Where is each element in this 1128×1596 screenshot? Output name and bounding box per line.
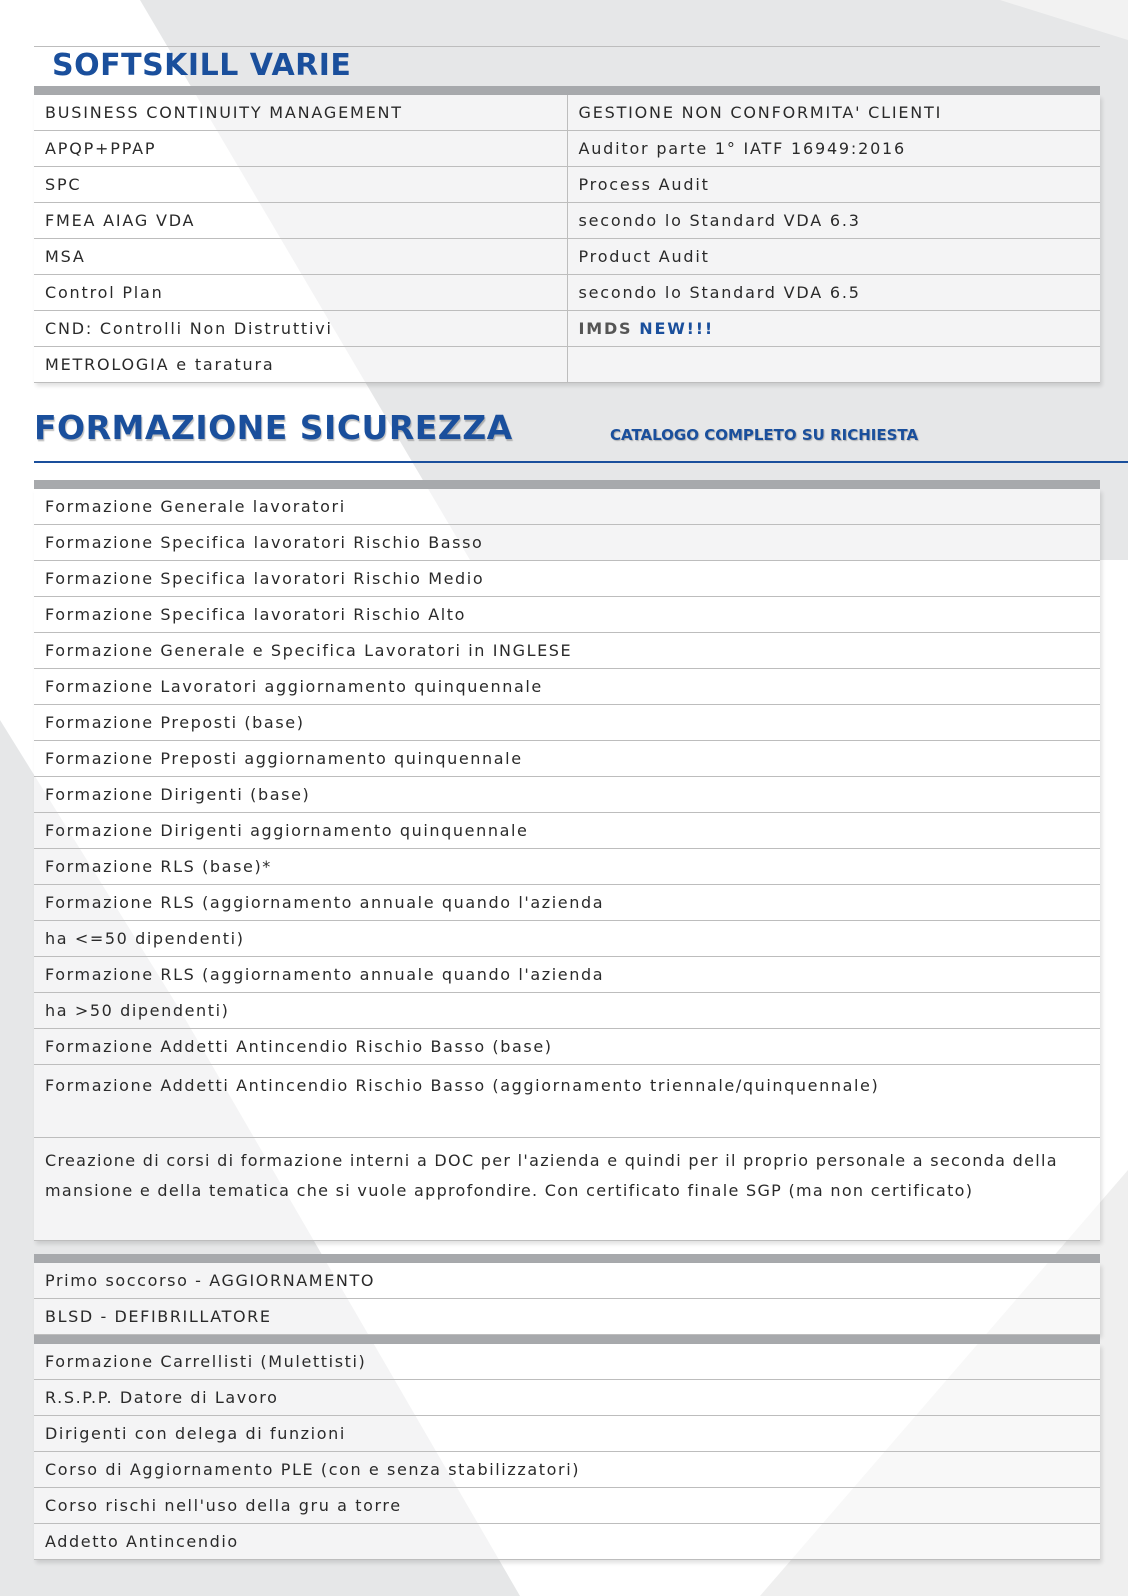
- softskill-cell: Auditor parte 1° IATF 16949:2016: [567, 131, 1100, 167]
- table-row: [34, 167, 1100, 203]
- softskill-empty-cell: [567, 347, 1100, 383]
- list-item: Formazione Specifica lavoratori Rischio Basso: [34, 525, 1100, 561]
- softskill-cell: GESTIONE NON CONFORMITA' CLIENTI: [567, 95, 1100, 131]
- imds-cell: [567, 311, 1100, 347]
- table-row: [34, 275, 1100, 311]
- list-item: ha >50 dipendenti): [34, 993, 1100, 1029]
- sicurezza-title: FORMAZIONE SICUREZZA: [34, 408, 513, 447]
- softskill-cell: METROLOGIA e taratura: [34, 347, 567, 383]
- list-item: Formazione Generale lavoratori: [34, 489, 1100, 525]
- list-item: Formazione Specifica lavoratori Rischio Alto: [34, 597, 1100, 633]
- table-row: [34, 311, 1100, 347]
- section-top-rule: [34, 46, 1100, 47]
- list-item: Formazione Addetti Antincendio Rischio Basso (aggiornamento triennale/quinquennale): [34, 1065, 1100, 1138]
- softskill-cell: Process Audit: [567, 167, 1100, 203]
- imds-label: IMDS: [578, 319, 633, 338]
- list-item: Corso rischi nell'uso della gru a torre: [34, 1488, 1100, 1524]
- sicurezza-list-group-1: [34, 489, 1100, 1241]
- list-item: Formazione Addetti Antincendio Rischio Basso (base): [34, 1029, 1100, 1065]
- list-item: ha <=50 dipendenti): [34, 921, 1100, 957]
- list-item: Primo soccorso - AGGIORNAMENTO: [34, 1263, 1100, 1299]
- softskill-cell: APQP+PPAP: [34, 131, 567, 167]
- group-separator-bar: [34, 480, 1100, 489]
- table-row: [34, 95, 1100, 131]
- softskill-table: [34, 95, 1100, 383]
- list-item: R.S.P.P. Datore di Lavoro: [34, 1380, 1100, 1416]
- softskill-cell: secondo lo Standard VDA 6.5: [567, 275, 1100, 311]
- softskill-title: SOFTSKILL VARIE: [52, 48, 352, 83]
- table-row: [34, 203, 1100, 239]
- list-item: Formazione Preposti aggiornamento quinquennale: [34, 741, 1100, 777]
- list-item: Formazione Generale e Specifica Lavoratori in INGLESE: [34, 633, 1100, 669]
- table-row: [34, 347, 1100, 383]
- list-item: Formazione Dirigenti aggiornamento quinquennale: [34, 813, 1100, 849]
- softskill-cell: CND: Controlli Non Distruttivi: [34, 311, 567, 347]
- list-item: Formazione Carrellisti (Mulettisti): [34, 1344, 1100, 1380]
- sicurezza-list-group-3: [34, 1344, 1100, 1560]
- table-row: [34, 239, 1100, 275]
- softskill-cell: SPC: [34, 167, 567, 203]
- list-item: Formazione Preposti (base): [34, 705, 1100, 741]
- list-item: Corso di Aggiornamento PLE (con e senza stabilizzatori): [34, 1452, 1100, 1488]
- list-item: Formazione RLS (base)*: [34, 849, 1100, 885]
- list-item: Formazione Specifica lavoratori Rischio Medio: [34, 561, 1100, 597]
- softskill-cell: secondo lo Standard VDA 6.3: [567, 203, 1100, 239]
- group-separator-bar: [34, 1335, 1100, 1344]
- softskill-cell: Control Plan: [34, 275, 567, 311]
- list-item: Addetto Antincendio: [34, 1524, 1100, 1560]
- list-item: Creazione di corsi di formazione interni a DOC per l'azienda e quindi per il proprio personale a seconda della mansione e della tematica che si vuole approfondire. Con certificato finale SGP (ma non certificato): [34, 1138, 1100, 1241]
- sicurezza-subtitle: CATALOGO COMPLETO SU RICHIESTA: [610, 426, 919, 444]
- sicurezza-list-group-2: [34, 1263, 1100, 1335]
- softskill-cell: Product Audit: [567, 239, 1100, 275]
- group-separator-bar: [34, 1254, 1100, 1263]
- list-item: Formazione Lavoratori aggiornamento quinquennale: [34, 669, 1100, 705]
- list-item: Formazione RLS (aggiornamento annuale quando l'azienda: [34, 885, 1100, 921]
- list-item: Formazione RLS (aggiornamento annuale quando l'azienda: [34, 957, 1100, 993]
- list-item: BLSD - DEFIBRILLATORE: [34, 1299, 1100, 1335]
- sicurezza-title-rule: [34, 461, 1128, 463]
- table-row: [34, 131, 1100, 167]
- list-item: Formazione Dirigenti (base): [34, 777, 1100, 813]
- new-badge: NEW!!!: [639, 319, 714, 338]
- softskill-cell: FMEA AIAG VDA: [34, 203, 567, 239]
- softskill-cell: MSA: [34, 239, 567, 275]
- list-item: Dirigenti con delega di funzioni: [34, 1416, 1100, 1452]
- softskill-header-bar: [34, 86, 1100, 95]
- softskill-cell: BUSINESS CONTINUITY MANAGEMENT: [34, 95, 567, 131]
